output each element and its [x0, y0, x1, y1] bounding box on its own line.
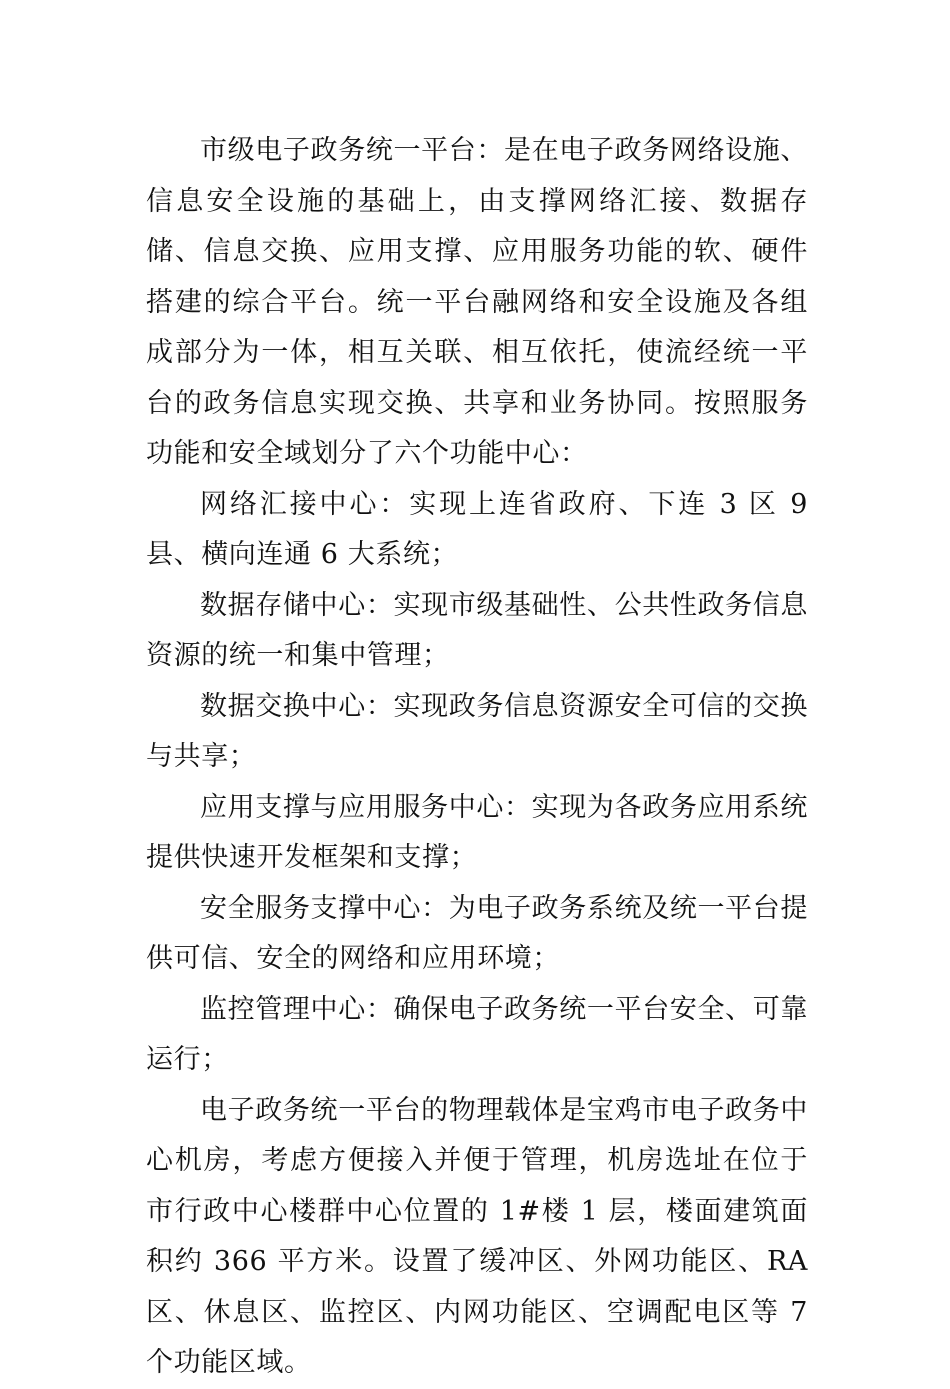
paragraph-network-center: 网络汇接中心：实现上连省政府、下连 3 区 9 县、横向连通 6 大系统；	[146, 488, 808, 570]
paragraph-machine-room: 电子政务统一平台的物理载体是宝鸡市电子政务中心机房，考虑方便接入并便于管理，机房选址在位于市行政中心楼群中心位置的 1#楼 1 层，楼面建筑面积约 366 平方米。设置了缓冲区、外网功能区、RA 区、休息区、监控区、内网功能区、空调配电区等 7 个功能区域。	[146, 1094, 808, 1378]
paragraph-exchange-center: 数据交换中心：实现政务信息资源安全可信的交换与共享；	[146, 690, 808, 772]
paragraph-application-center: 应用支撑与应用服务中心：实现为各政务应用系统提供快速开发框架和支撑；	[146, 791, 808, 873]
paragraph-security-center: 安全服务支撑中心：为电子政务系统及统一平台提供可信、安全的网络和应用环境；	[146, 892, 808, 974]
document-body	[146, 126, 808, 1389]
paragraph-monitoring-center: 监控管理中心：确保电子政务统一平台安全、可靠运行；	[146, 993, 808, 1075]
paragraph-storage-center: 数据存储中心：实现市级基础性、公共性政务信息资源的统一和集中管理；	[146, 589, 808, 671]
paragraph-platform-intro: 市级电子政务统一平台：是在电子政务网络设施、信息安全设施的基础上，由支撑网络汇接、数据存储、信息交换、应用支撑、应用服务功能的软、硬件搭建的综合平台。统一平台融网络和安全设施及各组成部分为一体，相互关联、相互依托，使流经统一平台的政务信息实现交换、共享和业务协同。按照服务功能和安全域划分了六个功能中心：	[146, 135, 808, 469]
